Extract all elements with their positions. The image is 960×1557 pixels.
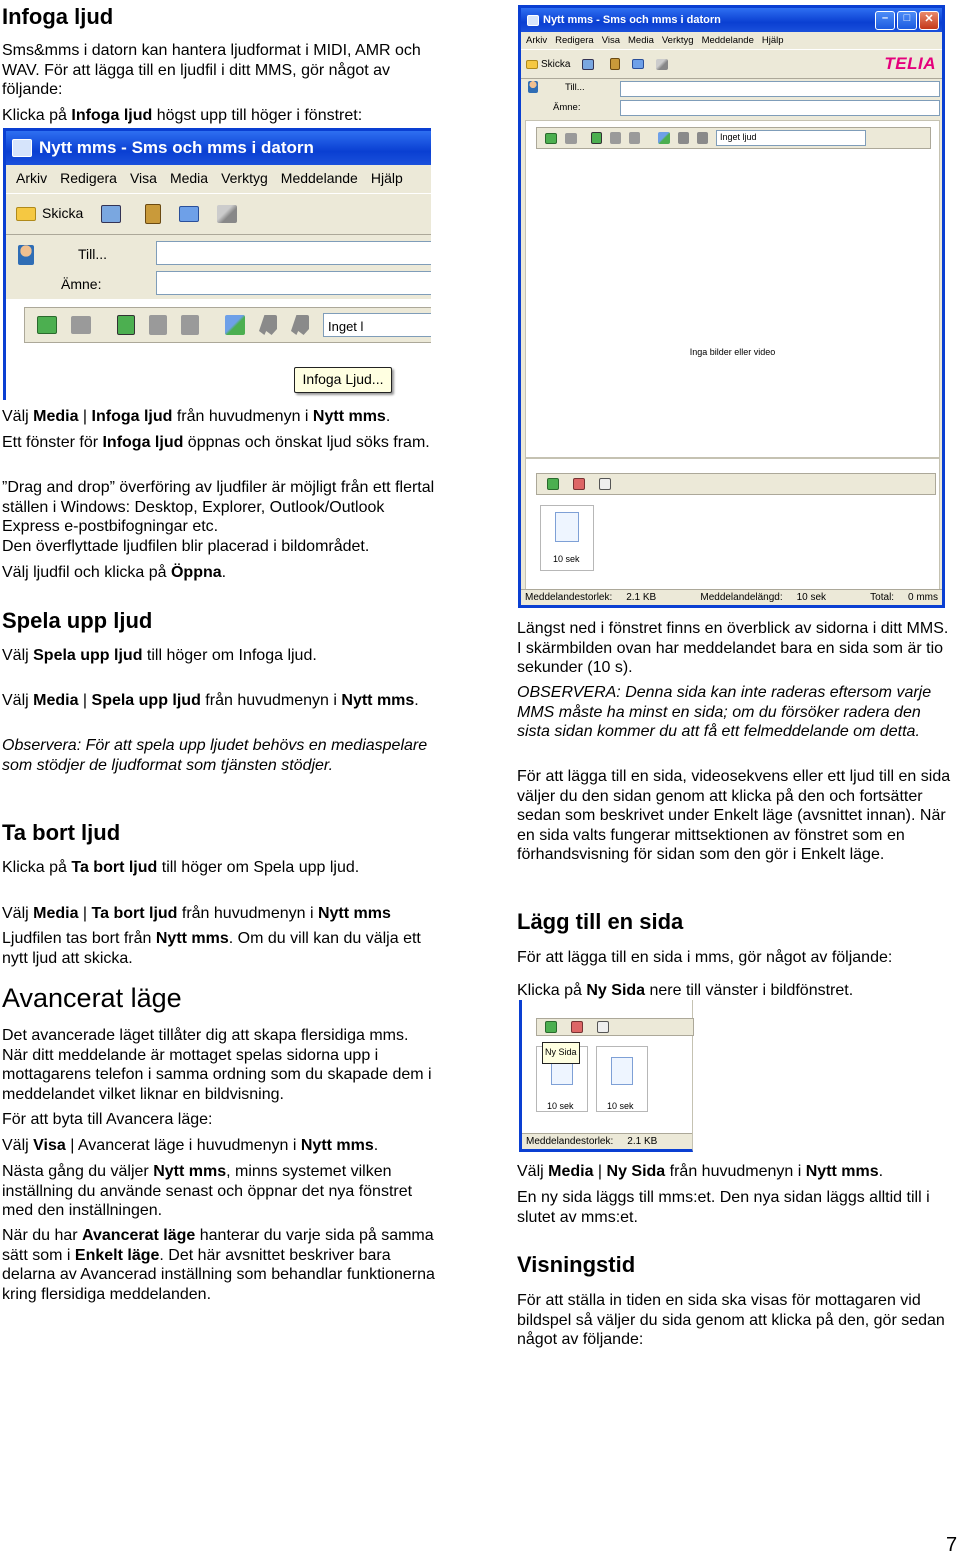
subject-label: Ämne: [553, 102, 581, 113]
window-titlebar [6, 131, 431, 165]
new-page-icon[interactable] [547, 478, 559, 490]
subject-label: Ämne: [61, 276, 102, 292]
section-title-visningstid: Visningstid [517, 1252, 636, 1277]
remove-image-icon[interactable] [181, 315, 199, 335]
total-label: Total: [870, 592, 895, 603]
play-observe-note: Observera: För att spela upp ljudet behövs en mediaspelare som stödjer de ljudformat som tjänsten stödjer. [2, 737, 428, 774]
insert-sound-icon[interactable] [225, 315, 245, 335]
advanced-next-time: Nästa gång du väljer Nytt mms, minns systemet vilken inställning du använde senast och öppnar det nya fönstret med den inställningen. [2, 1163, 413, 1219]
window-title: Nytt mms - Sms och mms i datorn [543, 14, 721, 26]
add-content-paragraph: För att lägga till en sida, videosekvens eller ett ljud till en sida väljer du den sidan genom att klicka på den och fortsätter sedan som beskrivet under Enkelt läge (avsnittet innan). När en sida valts fungerar mittsektionen av fönstret som en förhandsvisning för sidan som den gör i Enkelt läge. [517, 768, 951, 863]
total-value: 0 mms [907, 592, 938, 603]
folder-icon[interactable] [179, 206, 199, 222]
pages-toolbar [536, 473, 936, 495]
thumbnail-duration-2: 10 sek [607, 1101, 634, 1111]
advanced-intro: Det avancerade läget tillåter dig att skapa flersidiga mms. När ditt meddelande är mottaget spelas sidorna upp i mottagarens telefon i samma ordning som du skapade dem i meddelandet vilket liknar en bildvisning. [2, 1027, 432, 1103]
view-image-icon[interactable] [149, 315, 167, 335]
wrench-icon[interactable] [217, 205, 237, 223]
intro-paragraph: Sms&mms i datorn kan hantera ljudformat i MIDI, AMR och WAV. För att lägga till en ljudfil i ditt MMS, gör något av följande: [2, 42, 421, 98]
menu-bar [521, 32, 942, 49]
envelope-icon [526, 60, 538, 69]
advanced-handling: När du har Avancerat läge hanterar du varje sida på samma sätt som i Enkelt läge. Det här avsnittet beskriver bara delarna av Avancerad inställning som behandlar funktionerna kring flersidiga meddelanden. [2, 1227, 435, 1303]
remove-page-icon[interactable] [71, 316, 91, 334]
to-label[interactable]: Till... [565, 82, 585, 93]
window-title: Nytt mms - Sms och mms i datorn [39, 138, 314, 158]
folder-icon[interactable] [632, 59, 644, 69]
open-window-paragraph: Ett fönster för Infoga ljud öppnas och önskat ljud söks fram. [2, 434, 430, 451]
new-page-icon[interactable] [545, 1021, 557, 1033]
menu-redigera[interactable]: Redigera [60, 170, 117, 187]
play-sound-icon[interactable] [259, 315, 277, 335]
telia-logo: TELIA [884, 54, 936, 73]
contact-icon [18, 245, 34, 265]
moved-file-paragraph: Den överflyttade ljudfilen blir placerad i bildområdet. [2, 538, 370, 555]
menu-arkiv[interactable]: Arkiv [16, 170, 48, 187]
advanced-menu-instruction: Välj Visa | Avancerat läge i huvudmenyn i Nytt mms. [2, 1137, 379, 1154]
to-label[interactable]: Till... [78, 246, 108, 262]
menu-instruction: Välj Media | Infoga ljud från huvudmenyn i Nytt mms. [2, 408, 391, 425]
delete-page-icon[interactable] [573, 478, 585, 490]
address-area [6, 235, 431, 299]
book-icon[interactable] [145, 204, 161, 224]
thumbnail-duration-1: 10 sek [547, 1101, 574, 1111]
to-field[interactable] [620, 81, 940, 97]
pages-overview-paragraph: Längst ned i fönstret finns en överblick av sidorna i ditt MMS. I skärmbilden ovan har meddelandet bara en sida som är tio sekunder (10 s). [517, 620, 949, 676]
display-time-paragraph: För att ställa in tiden en sida ska visas för mottagaren vid bildspel så väljer du sida genom att klicka på den, gör sedan något av följande: [517, 1292, 945, 1348]
pages-toolbar [536, 1018, 694, 1036]
choose-file-paragraph: Välj ljudfil och klicka på Öppna. [2, 564, 227, 581]
section-title-avancerat-lage: Avancerat läge [2, 983, 182, 1013]
thumbnail-duration: 10 sek [553, 554, 580, 564]
remove-page-icon[interactable] [565, 133, 577, 144]
menu-bar [6, 165, 431, 193]
play-menu-instruction: Välj Media | Spela upp ljud från huvudmenyn i Nytt mms. [2, 692, 419, 709]
sound-name-field: Inget ljud [716, 130, 866, 146]
subject-field[interactable] [620, 100, 940, 116]
remove-sound-icon[interactable] [291, 315, 309, 335]
menu-media[interactable]: Media [169, 170, 209, 187]
page-thumbnail-2[interactable] [596, 1046, 648, 1112]
delete-page-icon[interactable] [571, 1021, 583, 1033]
click-instruction: Klicka på Infoga ljud högst upp till höger i fönstret: [2, 107, 363, 124]
size-label: Meddelandestorlek: [526, 1135, 614, 1147]
main-toolbar [6, 193, 431, 235]
screenshot-advanced-window [518, 5, 945, 608]
menu-visa[interactable]: Visa [601, 35, 620, 46]
play-instruction: Välj Spela upp ljud till höger om Infoga ljud. [2, 647, 317, 664]
address-book-icon[interactable] [101, 205, 121, 223]
section-title-ta-bort-ljud: Ta bort ljud [2, 820, 121, 845]
observe-delete-note: OBSERVERA: Denna sida kan inte raderas eftersom varje MMS måste ha minst en sida; om du försöker radera den sista sidan kommer du att få ett felmeddelande om detta. [517, 684, 932, 740]
play-sound-icon[interactable] [678, 132, 689, 144]
send-button[interactable]: Skicka [526, 59, 570, 70]
app-icon [12, 139, 32, 157]
remove-sound-icon[interactable] [697, 132, 708, 144]
pages-panel [525, 458, 940, 590]
app-icon [527, 15, 539, 26]
document-icon [611, 1057, 633, 1085]
length-label: Meddelandelängd: [700, 592, 783, 603]
address-area [521, 79, 942, 119]
remove-description: Ljudfilen tas bort från Nytt mms. Om du vill kan du välja ett nytt ljud att skicka. [2, 930, 421, 967]
page-number: 7 [946, 1534, 958, 1556]
sound-name-field: Inget l [323, 313, 431, 337]
menu-redigera[interactable]: Redigera [555, 35, 594, 46]
menu-hjalp[interactable]: Hjälp [761, 35, 784, 46]
menu-meddelande[interactable]: Meddelande [701, 35, 754, 46]
contact-icon [528, 81, 538, 93]
address-book-icon[interactable] [582, 59, 594, 70]
maximize-button[interactable]: □ [897, 11, 917, 30]
document-icon [555, 512, 579, 542]
insert-image-icon[interactable] [591, 132, 602, 144]
minimize-button[interactable]: – [875, 11, 895, 30]
remove-image-icon[interactable] [629, 132, 640, 144]
subject-field[interactable] [156, 271, 431, 295]
section-title-infoga-ljud: Infoga ljud [2, 4, 114, 29]
new-page-click-instruction: Klicka på Ny Sida nere till vänster i bildfönstret. [517, 982, 854, 999]
insert-sound-tooltip: Infoga Ljud... [294, 367, 392, 393]
status-bar [521, 589, 942, 605]
new-page-paragraph: En ny sida läggs till mms:et. Den nya sidan läggs alltid till i slutet av mms:et. [517, 1189, 930, 1226]
no-media-label: Inga bilder eller video [689, 347, 776, 357]
window-titlebar [521, 8, 942, 32]
page-thumbnail[interactable] [540, 505, 594, 571]
insert-sound-icon[interactable] [658, 132, 670, 144]
remove-menu-instruction: Välj Media | Ta bort ljud från huvudmenyn i Nytt mms [2, 905, 391, 922]
preview-area [525, 120, 940, 458]
book-icon[interactable] [610, 58, 620, 70]
copy-page-icon[interactable] [597, 1021, 609, 1033]
screenshot-insert-sound [3, 128, 431, 400]
add-page-icon[interactable] [37, 316, 57, 334]
main-toolbar [521, 49, 942, 79]
view-image-icon[interactable] [610, 132, 621, 144]
add-page-icon[interactable] [545, 133, 557, 144]
media-toolbar [536, 127, 931, 149]
advanced-switch: För att byta till Avancera läge: [2, 1111, 213, 1128]
size-label: Meddelandestorlek: [525, 592, 613, 603]
section-title-spela-upp-ljud: Spela upp ljud [2, 608, 153, 633]
menu-verktyg[interactable]: Verktyg [221, 170, 268, 187]
media-toolbar [24, 307, 431, 343]
screenshot-new-page [519, 1000, 693, 1152]
add-page-intro: För att lägga till en sida i mms, gör något av följande: [517, 949, 893, 966]
length-value: 10 sek [796, 592, 827, 603]
envelope-icon [16, 207, 36, 221]
menu-media[interactable]: Media [628, 35, 654, 46]
remove-instruction: Klicka på Ta bort ljud till höger om Spela upp ljud. [2, 859, 360, 876]
new-page-menu-instruction: Välj Media | Ny Sida från huvudmenyn i Nytt mms. [517, 1163, 884, 1180]
copy-page-icon[interactable] [599, 478, 611, 490]
send-button[interactable]: Skicka [16, 204, 83, 224]
menu-visa[interactable]: Visa [129, 170, 157, 187]
section-title-lagg-till-en-sida: Lägg till en sida [517, 909, 684, 934]
size-value: 2.1 KB [627, 1135, 658, 1147]
to-field[interactable] [156, 241, 431, 265]
menu-verktyg[interactable]: Verktyg [661, 35, 694, 46]
drag-drop-paragraph: ”Drag and drop” överföring av ljudfiler är möjligt från ett flertal ställen i Windows: Desktop, Explorer, Outlook/Outlook Express e-postbifogningar etc. [2, 479, 435, 535]
close-button[interactable]: ✕ [919, 11, 939, 30]
status-bar [522, 1133, 692, 1149]
size-value: 2.1 KB [626, 592, 657, 603]
content-area [6, 299, 431, 400]
insert-image-icon[interactable] [117, 315, 135, 335]
menu-hjalp[interactable]: Hjälp [370, 170, 403, 187]
wrench-icon[interactable] [656, 59, 668, 70]
new-page-tooltip: Ny Sida [542, 1042, 580, 1064]
menu-meddelande[interactable]: Meddelande [280, 170, 358, 187]
menu-arkiv[interactable]: Arkiv [526, 35, 548, 46]
